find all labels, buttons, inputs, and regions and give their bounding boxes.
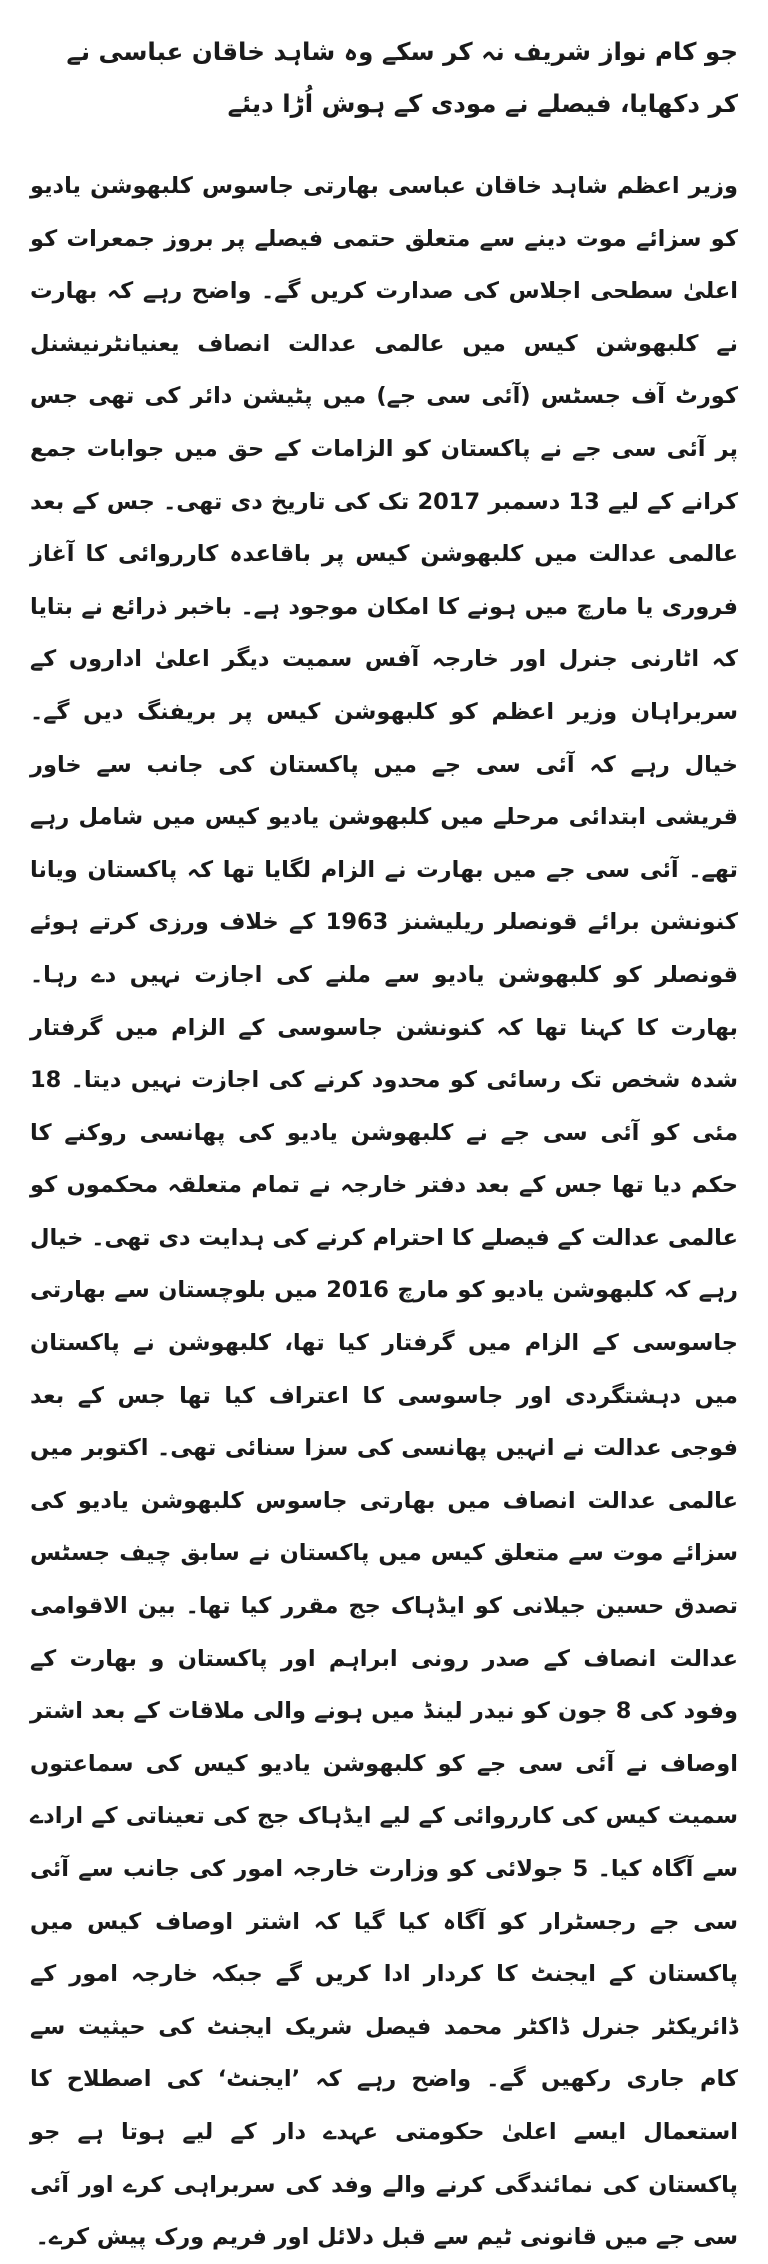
article-body: وزیر اعظم شاہد خاقان عباسی بھارتی جاسوس کلبھوشن یادیو کو سزائے موت دینے سے متعلق حتمی فیصلے پر بروز جمعرات کو اعلیٰ سطحی اجلاس کی صدارت کریں گے۔ واضح رہے کہ بھارت نے کلبھوشن کیس میں عالمی عدالت انصاف یعنیانٹرنیشنل کورٹ آف جسٹس (آئی سی جے) میں پٹیشن دائر کی تھی جس پر آئی سی جے نے پاکستان کو الزامات کے حق میں جوابات جمع کرانے کے لیے 13 دسمبر 2017 تک کی تاریخ دی تھی۔ جس کے بعد عالمی عدالت میں کلبھوشن کیس پر باقاعدہ کارروائی کا آغاز فروری یا مارچ میں ہونے کا امکان موجود ہے۔ باخبر ذرائع نے بتایا کہ اٹارنی جنرل اور خارجہ آفس سمیت دیگر اعلیٰ اداروں کے سربراہان وزیر اعظم کو کلبھوشن کیس پر بریفنگ دیں گے۔ خیال رہے کہ آئی سی جے میں پاکستان کی جانب سے خاور قریشی ابتدائی مرحلے میں کلبھوشن یادیو کیس میں شامل رہے تھے۔ آئی سی جے میں بھارت نے الزام لگایا تھا کہ پاکستان ویانا کنونشن برائے قونصلر ریلیشنز 1963 کے خلاف ورزی کرتے ہوئے قونصلر کو کلبھوشن یادیو سے ملنے کی اجازت نہیں دے رہا۔ بھارت کا کہنا تھا کہ کنونشن جاسوسی کے الزام میں گرفتار شدہ شخص تک رسائی کو محدود کرنے کی اجازت نہیں دیتا۔ 18 مئی کو آئی سی جے نے کلبھوشن یادیو کی پھانسی روکنے کا حکم دیا تھا جس کے بعد دفتر خارجہ نے تمام متعلقہ محکموں کو عالمی عدالت کے فیصلے کا احترام کرنے کی ہدایت دی تھی۔ خیال رہے کہ کلبھوشن یادیو کو مارچ 2016 میں بلوچستان سے بھارتی جاسوسی کے الزام میں گرفتار کیا تھا، کلبھوشن نے پاکستان میں دہشتگردی اور جاسوسی کا اعتراف کیا تھا جس کے بعد فوجی عدالت نے انہیں پھانسی کی سزا سنائی تھی۔ اکتوبر میں عالمی عدالت انصاف میں بھارتی جاسوس کلبھوشن یادیو کی سزائے موت سے متعلق کیس میں پاکستان نے سابق چیف جسٹس تصدق حسین جیلانی کو ایڈہاک جج مقرر کیا تھا۔ بین الاقوامی عدالت انصاف کے صدر رونی ابراہم اور پاکستان و بھارت کے وفود کی 8 جون کو نیدر لینڈ میں ہونے والی ملاقات کے بعد اشتر اوصاف نے آئی سی جے کو کلبھوشن یادیو کیس کی سماعتوں سمیت کیس کی کارروائی کے لیے ایڈہاک جج کی تعیناتی کے ارادے سے آگاہ کیا۔ 5 جولائی کو وزارت خارجہ امور کی جانب سے آئی سی جے رجسٹرار کو آگاہ کیا گیا کہ اشتر اوصاف کیس میں پاکستان کے ایجنٹ کا کردار ادا کریں گے جبکہ خارجہ امور کے ڈائریکٹر جنرل ڈاکٹر محمد فیصل شریک ایجنٹ کی حیثیت سے کام جاری رکھیں گے۔ واضح رہے کہ ’ایجنٹ‘ کی اصطلاح کا استعمال ایسے اعلیٰ حکومتی عہدے دار کے لیے ہوتا ہے جو پاکستان کی نمائندگی کرنے والے وفد کی سربراہی کرے اور آئی سی جے میں قانونی ٹیم سے قبل دلائل اور فریم ورک پیش کرے۔	[30, 173, 739, 2251]
article-headline: جو کام نواز شریف نہ کر سکے وہ شاہد خاقان عباسی نے کر دکھایا، فیصلے نے مودی کے ہوش اُڑا دیئے	[66, 37, 738, 118]
